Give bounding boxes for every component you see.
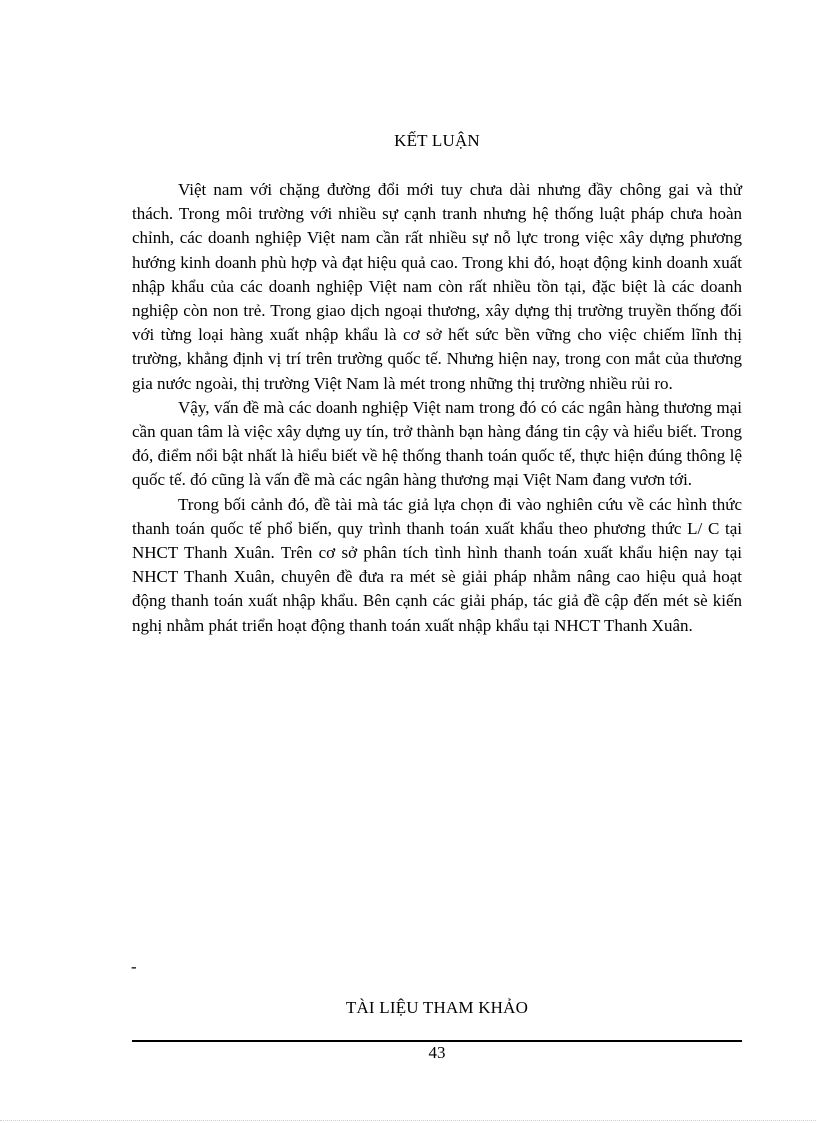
- body-text: [132, 178, 742, 638]
- paragraph-1: Việt nam với chặng đường đổi mới tuy chưa dài nhưng đầy chông gai và thử thách. Trong môi trường với nhiều sự cạnh tranh nhưng hệ thống luật pháp chưa hoàn chỉnh, các doanh nghiệp Việt nam cần rất nhiều sự nỗ lực trong việc xây dựng phương hướng kinh doanh phù hợp và đạt hiệu quả cao. Trong khi đó, hoạt động kinh doanh xuất nhập khẩu của các doanh nghiệp Việt nam còn rất nhiều tồn tại, đặc biệt là các doanh nghiệp còn non trẻ. Trong giao dịch ngoại thương, xây dựng thị trường truyền thống đối với từng loại hàng xuất nhập khẩu là cơ sở hết sức bền vững cho việc chiếm lĩnh thị trường, khẳng định vị trí trên trường quốc tế. Nhưng hiện nay, trong con mắt của thương gia nước ngoài, thị trường Việt Nam là mét trong những thị trường nhiều rủi ro.: [132, 180, 742, 393]
- footer-divider: [132, 1040, 742, 1042]
- page-number: 43: [428, 1043, 446, 1062]
- page-edge-divider: [0, 1120, 816, 1121]
- stray-dash: -: [131, 957, 137, 976]
- paragraph-3: Trong bối cảnh đó, đề tài mà tác giả lựa chọn đi vào nghiên cứu về các hình thức thanh toán quốc tế phổ biến, quy trình thanh toán xuất khẩu theo phương thức L/ C tại NHCT Thanh Xuân. Trên cơ sở phân tích tình hình thanh toán xuất khẩu hiện nay tại NHCT Thanh Xuân, chuyên đề đưa ra mét sè giải pháp nhằm nâng cao hiệu quả hoạt động thanh toán xuất nhập khẩu. Bên cạnh các giải pháp, tác giả đề cập đến mét sè kiến nghị nhằm phát triển hoạt động thanh toán xuất nhập khẩu tại NHCT Thanh Xuân.: [132, 494, 742, 635]
- conclusion-heading: KẾT LUẬN: [394, 131, 480, 150]
- paragraph-2: Vậy, vấn đề mà các doanh nghiệp Việt nam trong đó có các ngân hàng thương mại cần quan tâm là việc xây dựng uy tín, trở thành bạn hàng đáng tin cậy và hiểu biết. Trong đó, điểm nổi bật nhất là hiểu biết về hệ thống thanh toán quốc tế, thực hiện đúng thông lệ quốc tế. đó cũng là vấn đề mà các ngân hàng thương mại Việt Nam đang vươn tới.: [132, 397, 742, 490]
- references-heading: TÀI LIỆU THAM KHẢO: [345, 998, 529, 1017]
